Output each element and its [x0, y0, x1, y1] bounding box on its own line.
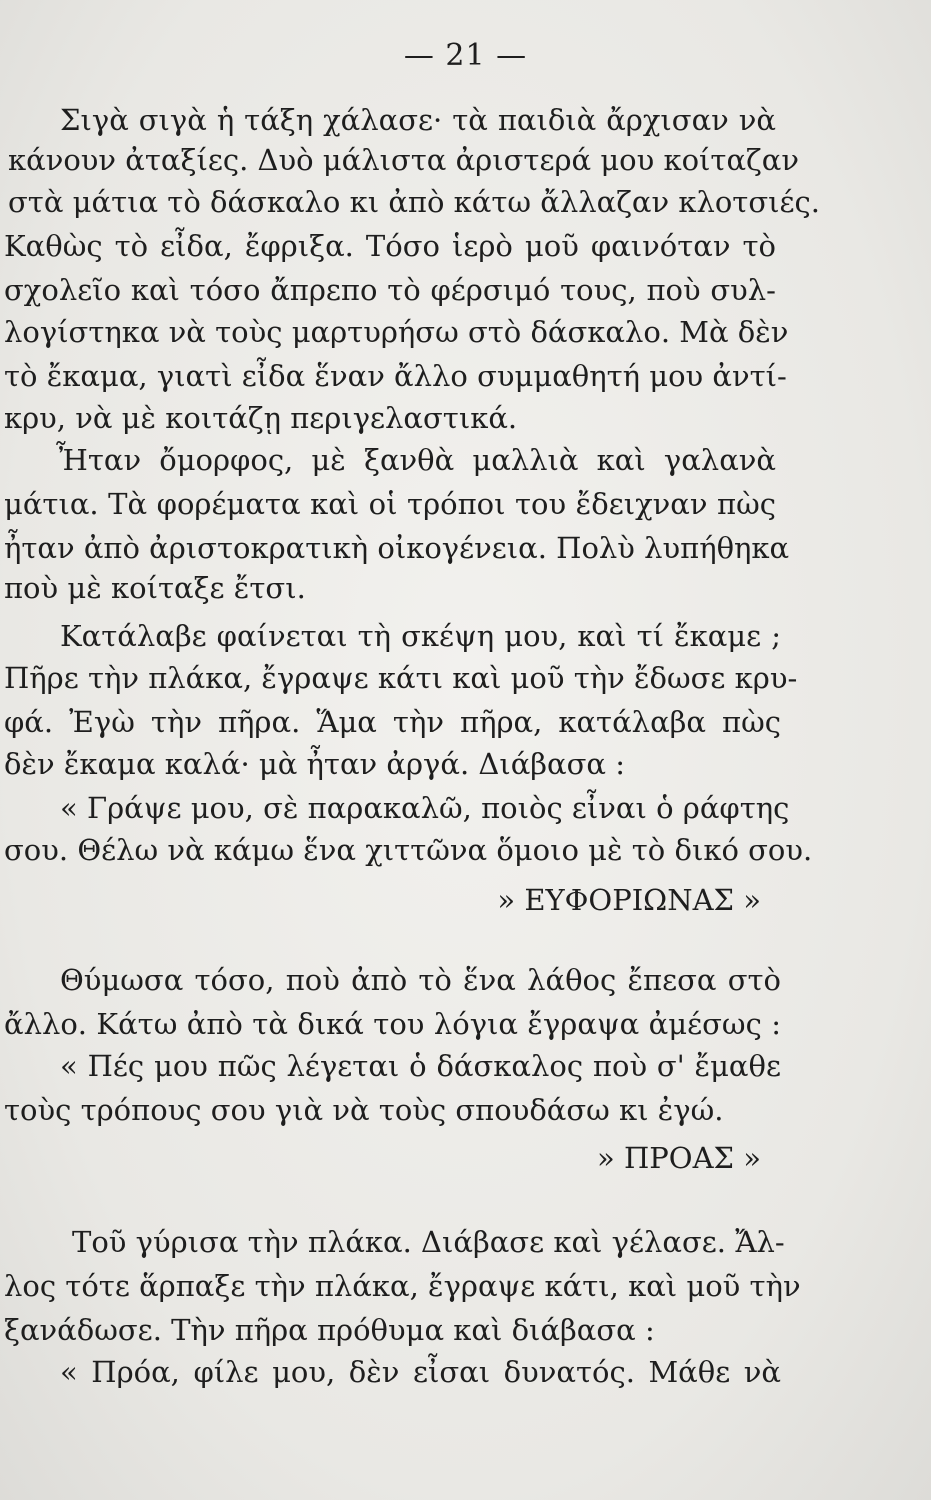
text-line: Κατάλαβε φαίνεται τὴ σκέψη μου, καὶ τί ἔκαμε ;: [60, 619, 781, 653]
text-line: Πῆρε τὴν πλάκα, ἔγραψε κάτι καὶ μοῦ τὴν ἔδωσε κρυ-: [4, 661, 798, 695]
note-line: τοὺς τρόπους σου γιὰ νὰ τοὺς σπουδάσω κι ἐγώ.: [4, 1093, 724, 1127]
text-line: στὰ μάτια τὸ δάσκαλο κι ἀπὸ κάτω ἄλλαζαν κλοτσιές.: [8, 185, 820, 219]
text-line: φά. Ἐγὼ τὴν πῆρα. Ἅμα τὴν πῆρα, κατάλαβα πὼς: [4, 705, 781, 739]
note-line: « Πρόα, φίλε μου, δὲν εἶσαι δυνατός. Μάθε νὰ: [60, 1355, 781, 1389]
text-line: τὸ ἔκαμα, γιατὶ εἶδα ἕναν ἄλλο συμμαθητή μου ἀντί-: [4, 359, 787, 393]
note-line: « Πές μου πῶς λέγεται ὁ δάσκαλος ποὺ σ' ἔμαθε: [60, 1049, 781, 1083]
text-line: δὲν ἔκαμα καλά· μὰ ἦταν ἀργά. Διάβασα :: [4, 747, 625, 781]
text-line: μάτια. Τὰ φορέματα καὶ οἱ τρόποι του ἔδειχναν πὼς: [4, 487, 776, 521]
text-line: λογίστηκα νὰ τοὺς μαρτυρήσω στὸ δάσκαλο. Μὰ δὲν: [4, 315, 789, 349]
note-signature: » ΕΥΦΟΡΙΩΝΑΣ »: [497, 883, 761, 917]
text-line: ποὺ μὲ κοίταξε ἔτσι.: [4, 571, 306, 605]
text-line: κάνουν ἀταξίες. Δυὸ μάλιστα ἀριστερά μου κοίταζαν: [8, 143, 799, 177]
text-line: Τοῦ γύρισα τὴν πλάκα. Διάβασε καὶ γέλασε. Ἄλ-: [72, 1225, 785, 1259]
text-line: Ἦταν ὄμορφος, μὲ ξανθὰ μαλλιὰ καὶ γαλανὰ: [56, 443, 776, 477]
text-line: Καθὼς τὸ εἶδα, ἔφριξα. Τόσο ἱερὸ μοῦ φαινόταν τὸ: [4, 229, 776, 263]
page-number: — 21 —: [403, 38, 528, 73]
text-line: σχολεῖο καὶ τόσο ἄπρεπο τὸ φέρσιμό τους, ποὺ συλ-: [4, 273, 776, 307]
text-line: ἦταν ἀπὸ ἀριστοκρατικὴ οἰκογένεια. Πολὺ λυπήθηκα: [4, 531, 790, 565]
text-line: λος τότε ἅρπαξε τὴν πλάκα, ἔγραψε κάτι, καὶ μοῦ τὴν: [4, 1269, 801, 1303]
text-line: ξανάδωσε. Τὴν πῆρα πρόθυμα καὶ διάβασα :: [4, 1313, 655, 1347]
note-signature: » ΠΡΟΑΣ »: [597, 1141, 761, 1175]
note-line: σου. Θέλω νὰ κάμω ἕνα χιττῶνα ὅμοιο μὲ τὸ δικό σου.: [4, 833, 813, 867]
text-line: Σιγὰ σιγὰ ἡ τάξη χάλασε· τὰ παιδιὰ ἄρχισαν νὰ: [60, 103, 776, 137]
text-line: Θύμωσα τόσο, ποὺ ἀπὸ τὸ ἕνα λάθος ἔπεσα στὸ: [60, 963, 781, 997]
text-line: κρυ, νὰ μὲ κοιτάζῃ περιγελαστικά.: [4, 401, 518, 435]
note-line: « Γράψε μου, σὲ παρακαλῶ, ποιὸς εἶναι ὁ ράφτης: [60, 791, 790, 825]
text-line: ἄλλο. Κάτω ἀπὸ τὰ δικά του λόγια ἔγραψα ἀμέσως :: [4, 1007, 781, 1041]
